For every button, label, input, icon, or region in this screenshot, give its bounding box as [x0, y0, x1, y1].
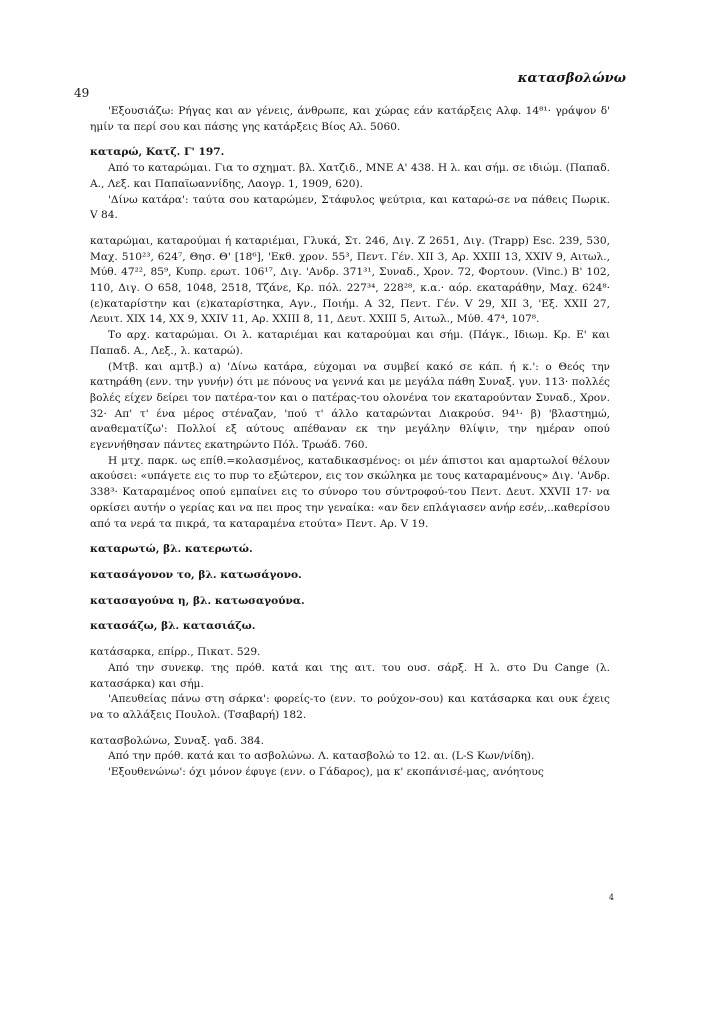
paragraph: Από την συνεκφ. της πρόθ. κατά και της αιτ. του ουσ. σάρξ. Η λ. στο Du Cange (λ. κατασάρκα) και σήμ.	[90, 661, 610, 690]
folio-mark: 4	[608, 893, 614, 902]
lemma-entry: κατασάγονον το, βλ. κατωσάγονο.	[90, 568, 302, 581]
lemma-entry: κατασαγούνα η, βλ. κατωσαγούνα.	[90, 594, 305, 607]
paragraph: Από το καταρώμαι. Για το σχηματ. βλ. Χατζιδ., ΜΝΕ Α' 438. Η λ. και σήμ. σε ιδιώμ. (Παπαδ. Α., Λεξ. και Παπαϊωαννίδης, Λαογρ. 1, 1909, 620).	[90, 162, 610, 190]
lemma-entry: καταρώμαι, καταρούμαι ή καταριέμαι, Γλυκά, Στ. 246, Διγ. Ζ 2651, Διγ. (Trapp) Esc. 239, 530, Μαχ. 510²³, 624⁷, Θησ. Θ' [18⁶], 'Εκθ. χρον. 55³, Πεντ. Γέν. XII 3, Αρ. XXIII 13, XXIV 9, Αιτωλ., Μύθ. 47²², 85⁹, Κυπρ. ερωτ. 106¹⁷, Διγ. 'Ανδρ. 371³¹, Συναδ., Χρον. 72, Φορτουν. (Vinc.) Β' 102, 110, Διγ. Ο 658, 1048, 2518, Τζάνε, Κρ. πόλ. 227³⁴, 228²⁸, κ.α.· αόρ. εκαταράθην, Μαχ. 624⁸· (ε)καταρίστην και (ε)καταρίστηκα, Αγν., Ποιήμ. Α 32, Πεντ. Γέν. V 29, XII 3, 'Εξ. XXII 27, Λευιτ. XIX 14, XX 9, XXIV 11, Αρ. XXIII 8, 11, Δευτ. XXIII 5, Αιτωλ., Μύθ. 47⁴, 107⁸.	[90, 234, 610, 326]
paragraph: Το αρχ. καταρώμαι. Οι λ. καταριέμαι και καταρούμαι και σήμ. (Πάγκ., Ιδιωμ. Κρ. Ε' και Παπαδ. Α., Λεξ., λ. καταρώ).	[90, 329, 610, 357]
lemma-entry: καταρώ, Κατζ. Γ' 197.	[90, 146, 225, 159]
page-number: 49	[74, 86, 90, 100]
paragraph: 'Απευθείας πάνω στη σάρκα': φορείς-το (ενν. το ρούχον-σου) και κατάσαρκα και ουκ έχεις να το αλλάξεις Πουλολ. (Τσαβαρή) 182.	[90, 693, 610, 721]
paragraph: Η μτχ. παρκ. ως επίθ.=κολασμένος, καταδικασμένος: οι μέν άπιστοι και αμαρτωλοί θέλουν ακούσει: «υπάγετε εις το πυρ το εξώτερον, εις τον σκώληκα με τους καταραμένους» Διγ. 'Ανδρ. 338³· Καταραμένος οπού εμπαίνει εις το σύνορο του σύντροφού-του Πεντ. Δευτ. XXVII 17· να ορκίσει αυτήν ο γερίας και να πει προς την γεναίκα: «αν δεν επλάγιασεν ανήρ εσέν,..καθερίσου από τα νερά τα πικρά, τα καταραμένα ετούτα» Πεντ. Αρ. V 19.	[90, 454, 610, 530]
paragraph: 'Εξουθενώνω': όχι μόνον έφυγε (ενν. ο Γάδαρος), μα κ' εκοπάνισέ-μας, ανόητους	[108, 766, 544, 779]
paragraph: Από την πρόθ. κατά και το ασβολώνω. Λ. κατασβολώ το 12. αι. (L-S Κων/νίδη).	[108, 750, 535, 763]
paragraph: 'Εξουσιάζω: Ρήγας και αν γένεις, άνθρωπε, και χώρας εάν κατάρξεις Αλφ. 14⁸¹· γράψον δ' ημίν τα περί σου και πάσης γης κατάρξεις Βίος Αλ. 5060.	[90, 105, 610, 133]
running-head: κατασβολώνω	[517, 71, 626, 86]
lemma-entry: κατασβολώνω, Συναξ. γαδ. 384.	[90, 734, 264, 747]
page-body	[90, 104, 610, 781]
paragraph: 'Δίνω κατάρα': ταύτα σου καταρώμεν, Στάφυλος ψεύτρια, και καταρώ-σε να πάθεις Πωρικ. V 84.	[90, 193, 610, 222]
paragraph: (Μτβ. και αμτβ.) α) 'Δίνω κατάρα, εύχομαι να συμβεί κακό σε κάπ. ή κ.': ο Θεός την κατηράθη (ενν. την γυνήν) ότι με πόνους να γεννά και με μεγάλα πάθη Συναξ. γυν. 113· πολλές βολές είχεν δείρει τον πατέρα-τον και ο πατέρας-του ολονένα τον εκαταρούνταν Συναδ., Χρον. 32· Απ' τ' ένα μέρος στέναζαν, 'πού τ' άλλο καταρώνται Διακρούσ. 94¹· β) 'βλαστημώ, αναθεματίζω': Πολλοί εξ αύτους απέθαναν εκ την μεγάλην θλίψιν, την ημέραν οπού εγεννήθησαν πάντες εκατηρώντο Πόλ. Τρωάδ. 760.	[90, 360, 610, 452]
lemma-entry: κατάσαρκα, επίρρ., Πικατ. 529.	[90, 646, 261, 659]
lemma-entry: καταρωτώ, βλ. κατερωτώ.	[90, 543, 253, 556]
lemma-entry: κατασάζω, βλ. κατασιάζω.	[90, 620, 256, 633]
